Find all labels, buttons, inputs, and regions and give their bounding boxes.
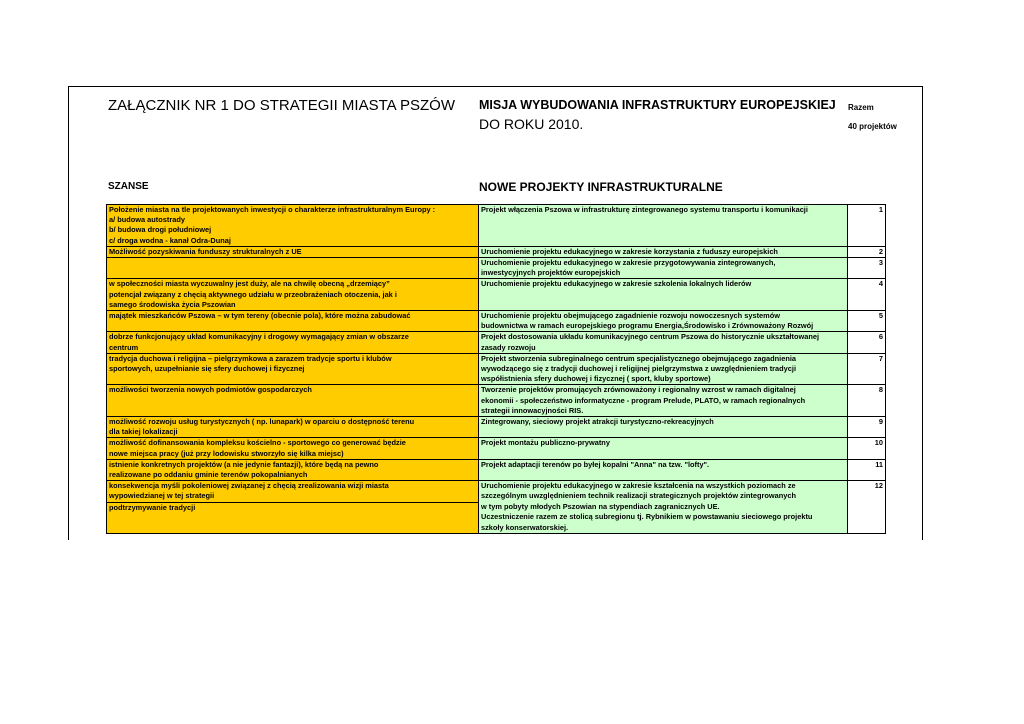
projekt-cell: Uruchomienie projektu edukacyjnego w zakresie kształcenia na wszystkich poziomach ze szczególnym uwzględnieniem technik realizacji strategicznych projektów zintegrowanych xyxy=(479,481,848,502)
szansa-cell: Możliwość pozyskiwania funduszy strukturalnych z UE xyxy=(107,246,479,257)
table-row xyxy=(107,279,886,311)
opportunities-table xyxy=(106,204,886,534)
szansa-cell: możliwość rozwoju usług turystycznych ( np. lunapark) w oparciu o dostępność terenu dla takiej lokalizacji xyxy=(107,417,479,438)
number-cell: 1 xyxy=(848,205,886,247)
table-row xyxy=(107,205,886,247)
table-row xyxy=(107,385,886,417)
number-cell: 3 xyxy=(848,258,886,279)
section-heading-projects: NOWE PROJEKTY INFRASTRUKTURALNE xyxy=(479,180,723,194)
number-cell: 11 xyxy=(848,459,886,480)
projekt-cell: Uruchomienie projektu edukacyjnego w zakresie korzystania z fuduszy europejskich xyxy=(479,246,848,257)
table-row xyxy=(107,311,886,332)
table-row xyxy=(107,481,886,502)
table-row xyxy=(107,332,886,353)
projekt-cell: Uruchomienie projektu obejmującego zagadnienie rozwoju nowoczesnych systemów budownictwa w ramach europejskiego programu Energia,Środowisko i Zrównoważony Rozwój xyxy=(479,311,848,332)
total-value: 40 projektów xyxy=(848,122,897,131)
table-row xyxy=(107,258,886,279)
table-row xyxy=(107,246,886,257)
frame-top-border xyxy=(68,86,922,87)
number-cell: 6 xyxy=(848,332,886,353)
projekt-cell: Zintegrowany, sieciowy projekt atrakcji turystyczno-rekreacyjnych xyxy=(479,417,848,438)
total-label: Razem xyxy=(848,103,874,112)
number-cell: 4 xyxy=(848,279,886,311)
szansa-cell: tradycja duchowa i religijna – pielgrzymkowa a zarazem tradycje sportu i klubów sportowych, uzupełnianie się sfery duchowej i fizycznej xyxy=(107,353,479,385)
szansa-cell: Położenie miasta na tle projektowanych inwestycji o charakterze infrastrukturalnym Europy : a/ budowa autostrady b/ budowa drogi południowej c/ droga wodna - kanał Odra-Dunaj xyxy=(107,205,479,247)
frame-right-border xyxy=(922,86,923,540)
table-row xyxy=(107,459,886,480)
number-cell: 12 xyxy=(848,481,886,502)
szansa-cell: w społeczności miasta wyczuwalny jest duży, ale na chwilę obecną „drzemiący” potencjał związany z chęcią aktywnego udziału w przeobrażeniach otoczenia, jak i samego środowiska życia Pszowian xyxy=(107,279,479,311)
projekt-cell: Projekt adaptacji terenów po byłej kopalni "Anna" na tzw. "lofty". xyxy=(479,459,848,480)
frame-left-border xyxy=(68,86,69,540)
number-cell: 9 xyxy=(848,417,886,438)
number-cell: 5 xyxy=(848,311,886,332)
projekt-cell: Projekt montażu publiczno-prywatny xyxy=(479,438,848,459)
projekt-cell: Uruchomienie projektu edukacyjnego w zakresie przygotowywania zintegrowanych, inwestycyjnych projektów europejskich xyxy=(479,258,848,279)
number-cell: 8 xyxy=(848,385,886,417)
projekt-cell: w tym pobyty młodych Pszowian na stypendiach zagranicznych UE. Uczestniczenie razem ze stolicą subregionu tj. Rybnikiem w powstawaniu sieciowego projektu szkoły konserwatorskiej. xyxy=(479,502,848,533)
number-cell: 2 xyxy=(848,246,886,257)
szansa-cell xyxy=(107,258,479,279)
section-heading-szanse: SZANSE xyxy=(108,181,149,192)
projekt-cell: Projekt włączenia Pszowa w infrastrukturę zintegrowanego systemu transportu i komunikacji xyxy=(479,205,848,247)
szansa-cell: konsekwencja myśli pokoleniowej związanej z chęcią zrealizowania wizji miasta wypowiedzianej w tej strategii xyxy=(107,481,479,502)
projekt-cell: Uruchomienie projektu edukacyjnego w zakresie szkolenia lokalnych liderów xyxy=(479,279,848,311)
szansa-cell: podtrzymywanie tradycji xyxy=(107,502,479,533)
table-row xyxy=(107,502,886,533)
szansa-cell: dobrze funkcjonujący układ komunikacyjny i drogowy wymagający zmian w obszarze centrum xyxy=(107,332,479,353)
szansa-cell: istnienie konkretnych projektów (a nie jedynie fantazji), które będą na pewno realizowane po oddaniu gminie terenów pokopalnianych xyxy=(107,459,479,480)
szansa-cell: majątek mieszkańców Pszowa – w tym tereny (obecnie pola), które można zabudować xyxy=(107,311,479,332)
number-cell xyxy=(848,502,886,533)
projekt-cell: Projekt dostosowania układu komunikacyjnego centrum Pszowa do historycznie ukształtowanej zasady rozwoju xyxy=(479,332,848,353)
page-title: ZAŁĄCZNIK NR 1 DO STRATEGII MIASTA PSZÓW xyxy=(108,97,455,114)
number-cell: 10 xyxy=(848,438,886,459)
szansa-cell: możliwości tworzenia nowych podmiotów gospodarczych xyxy=(107,385,479,417)
table-row xyxy=(107,438,886,459)
number-cell: 7 xyxy=(848,353,886,385)
mission-subtitle: DO ROKU 2010. xyxy=(479,116,584,132)
projekt-cell: Tworzenie projektów promujących zrównoważony i regionalny wzrost w ramach digitalnej ekonomii - społeczeństwo informatyczne - program Prelude, PLATO, w ramach regionalnych strategii innowacyjności RIS. xyxy=(479,385,848,417)
szansa-cell: możliwość dofinansowania kompleksu kościelno - sportowego co generować będzie nowe miejsca pracy (już przy lodowisku stworzyło się kilka miejsc) xyxy=(107,438,479,459)
table-row xyxy=(107,353,886,385)
projekt-cell: Projekt stworzenia subreginalnego centrum specjalistycznego obejmującego zagadnienia wywodzącego się z tradycji duchowej i religijnej pielgrzymstwa z uwzględnieniem tradycji współistnienia sfery duchowej i fizycznej ( sport, kluby sportowe) xyxy=(479,353,848,385)
table-row xyxy=(107,417,886,438)
mission-title: MISJA WYBUDOWANIA INFRASTRUKTURY EUROPEJSKIEJ xyxy=(479,98,836,112)
